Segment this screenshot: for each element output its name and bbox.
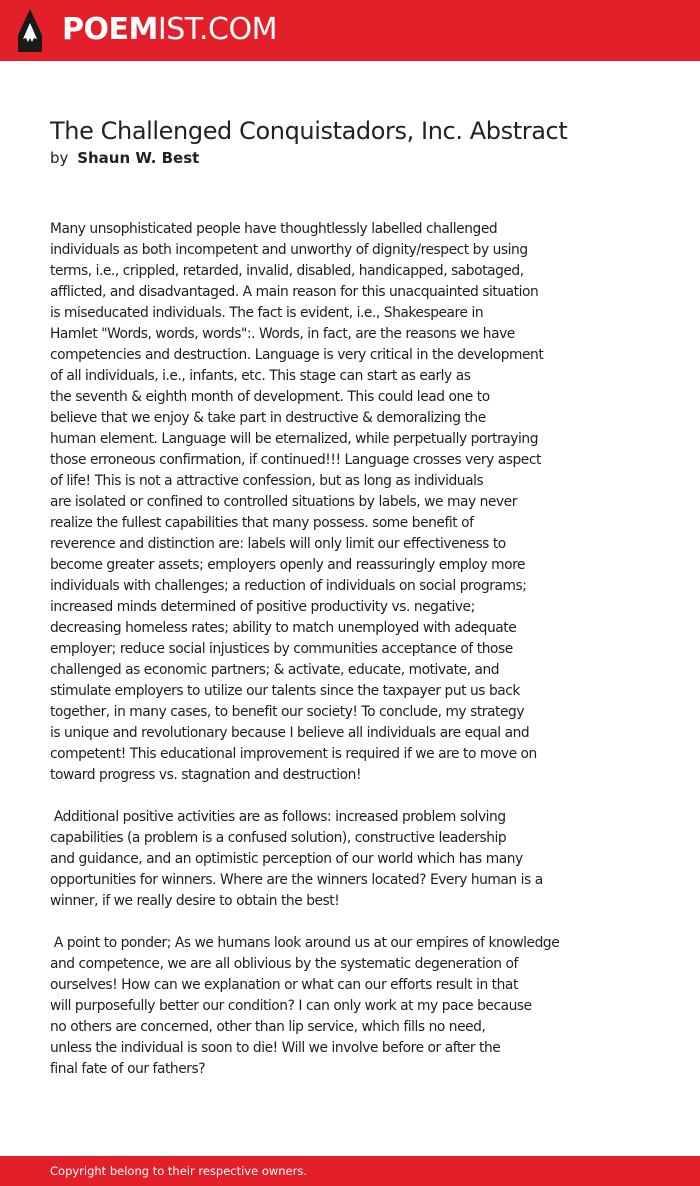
poem-paragraph xyxy=(50,933,690,1080)
poem-line: final fate of our fathers? xyxy=(50,1061,206,1077)
poem-paragraph xyxy=(50,807,690,912)
poem-line: winner, if we really desire to obtain the best! xyxy=(50,893,340,909)
poem-line: are isolated or confined to controlled situations by labels, we may never xyxy=(50,494,517,510)
byline xyxy=(50,147,199,169)
poem-line: of all individuals, i.e., infants, etc. This stage can start as early as xyxy=(50,368,471,384)
by-label: by xyxy=(50,149,69,167)
poem-line: those erroneous confirmation, if continued!!! Language crosses very aspect xyxy=(50,452,541,468)
poem-body xyxy=(50,219,690,1101)
poem-line: A point to ponder; As we humans look around us at our empires of knowledge xyxy=(50,935,560,951)
logo-light-text: IST.COM xyxy=(157,12,277,47)
author-name: Shaun W. Best xyxy=(77,149,200,167)
copyright-notice: Copyright belong to their respective owners. xyxy=(50,1164,308,1178)
poem-line: capabilities (a problem is a confused solution), constructive leadership xyxy=(50,830,507,846)
poem-line: employer; reduce social injustices by communities acceptance of those xyxy=(50,641,513,657)
poem-line: become greater assets; employers openly and reassuringly employ more xyxy=(50,557,526,573)
poem-line: afflicted, and disadvantaged. A main reason for this unacquainted situation xyxy=(50,284,539,300)
poem-line: challenged as economic partners; & activate, educate, motivate, and xyxy=(50,662,500,678)
poem-line: no others are concerned, other than lip service, which fills no need, xyxy=(50,1019,486,1035)
poem-line: and competence, we are all oblivious by the systematic degeneration of xyxy=(50,956,518,972)
poem-line: reverence and distinction are: labels will only limit our effectiveness to xyxy=(50,536,506,552)
poem-line: realize the fullest capabilities that many possess. some benefit of xyxy=(50,515,474,531)
poem-line: and guidance, and an optimistic perception of our world which has many xyxy=(50,851,523,867)
poem-line: ourselves! How can we explanation or what can our efforts result in that xyxy=(50,977,518,993)
poem-line: opportunities for winners. Where are the winners located? Every human is a xyxy=(50,872,543,888)
poem-line: believe that we enjoy & take part in destructive & demoralizing the xyxy=(50,410,486,426)
site-logo[interactable] xyxy=(62,12,277,48)
pen-nib-icon[interactable] xyxy=(18,9,42,52)
poem-line: increased minds determined of positive productivity vs. negative; xyxy=(50,599,475,615)
poem-line: toward progress vs. stagnation and destruction! xyxy=(50,767,362,783)
poem-line: competencies and destruction. Language is very critical in the development xyxy=(50,347,544,363)
logo-bold-text: POEM xyxy=(62,12,158,47)
poem-line: decreasing homeless rates; ability to match unemployed with adequate xyxy=(50,620,517,636)
poem-line: stimulate employers to utilize our talents since the taxpayer put us back xyxy=(50,683,520,699)
poem-line: unless the individual is soon to die! Will we involve before or after the xyxy=(50,1040,501,1056)
poem-line: competent! This educational improvement is required if we are to move on xyxy=(50,746,537,762)
poem-title: The Challenged Conquistadors, Inc. Abstract xyxy=(50,117,568,145)
poem-line: human element. Language will be eternalized, while perpetually portraying xyxy=(50,431,539,447)
poem-line: is miseducated individuals. The fact is evident, i.e., Shakespeare in xyxy=(50,305,484,321)
poem-paragraph xyxy=(50,219,690,786)
poem-line: terms, i.e., crippled, retarded, invalid, disabled, handicapped, sabotaged, xyxy=(50,263,524,279)
poem-line: is unique and revolutionary because I believe all individuals are equal and xyxy=(50,725,530,741)
poem-line: individuals as both incompetent and unworthy of dignity/respect by using xyxy=(50,242,528,258)
poem-line: the seventh & eighth month of development. This could lead one to xyxy=(50,389,490,405)
site-footer xyxy=(0,1156,700,1186)
poem-line: together, in many cases, to benefit our society! To conclude, my strategy xyxy=(50,704,525,720)
poem-line: Hamlet "Words, words, words":. Words, in fact, are the reasons we have xyxy=(50,326,515,342)
site-header xyxy=(0,0,700,61)
poem-line: Additional positive activities are as follows: increased problem solving xyxy=(50,809,506,825)
poem-line: Many unsophisticated people have thoughtlessly labelled challenged xyxy=(50,221,498,237)
poem-line: will purposefully better our condition? I can only work at my pace because xyxy=(50,998,532,1014)
poem-line: of life! This is not a attractive confession, but as long as individuals xyxy=(50,473,484,489)
poem-line: individuals with challenges; a reduction of individuals on social programs; xyxy=(50,578,527,594)
